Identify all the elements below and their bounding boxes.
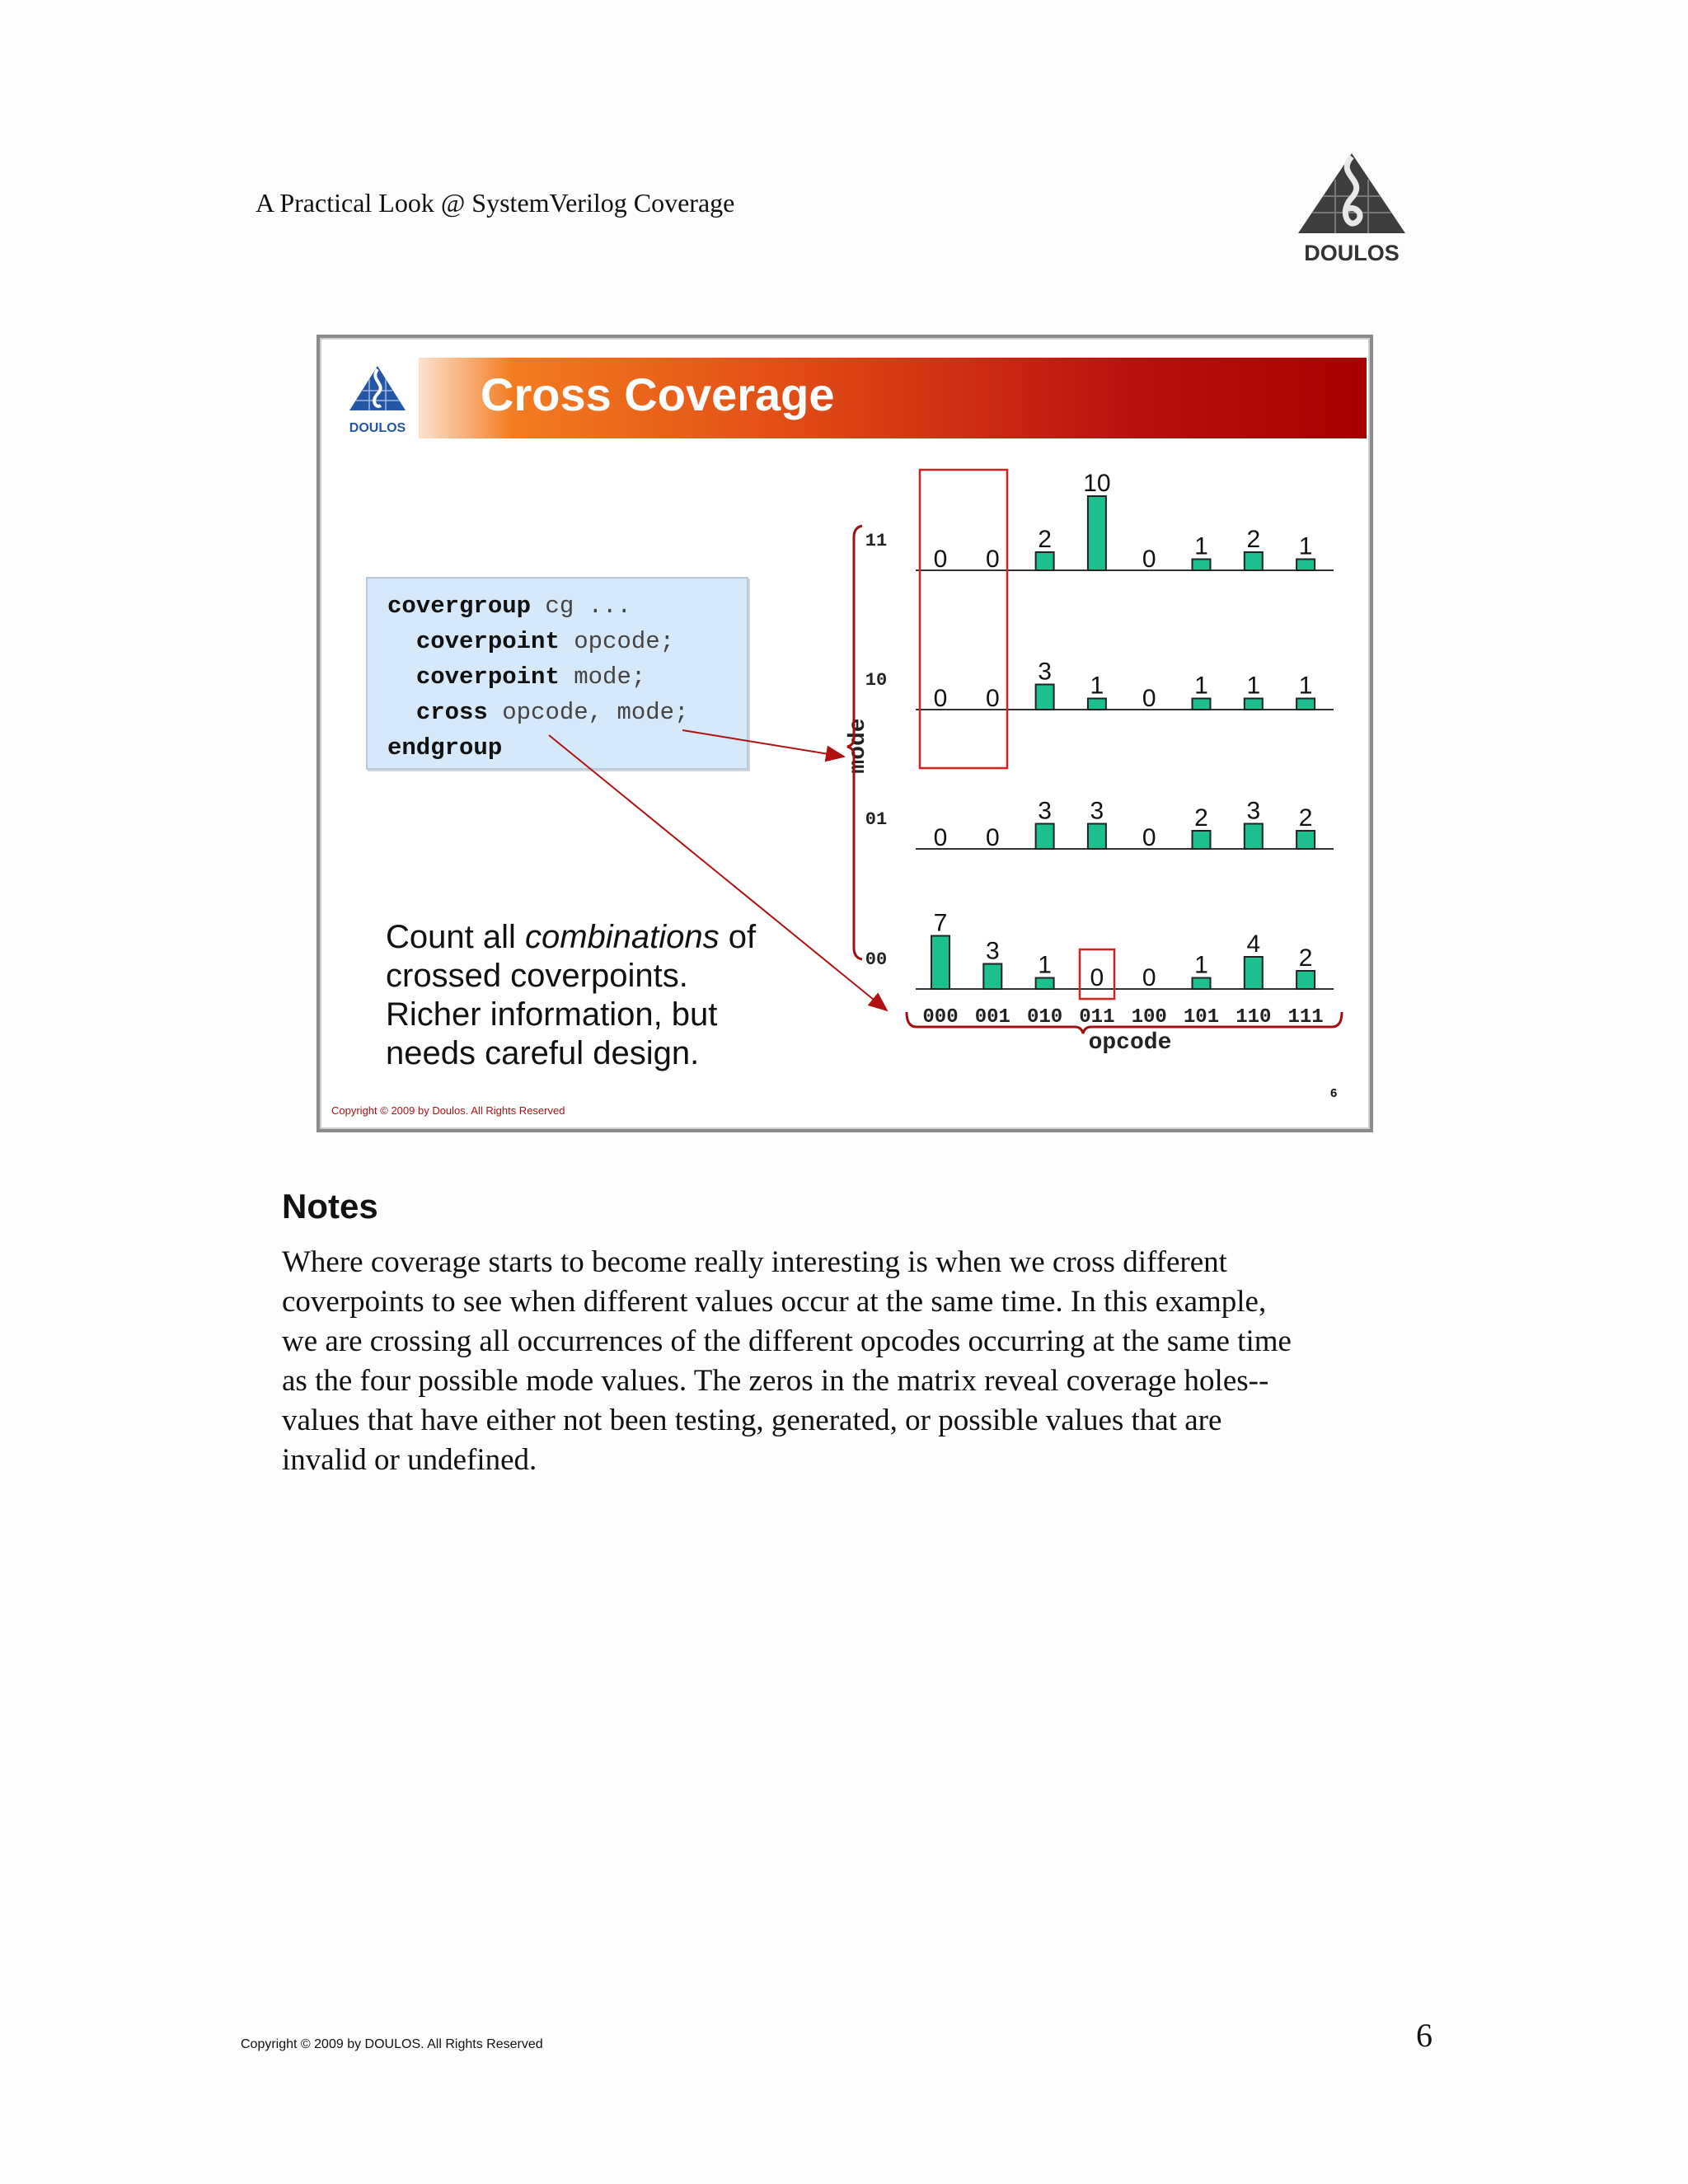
bar bbox=[1088, 496, 1106, 570]
bar bbox=[1245, 824, 1263, 850]
y-axis-title: mode bbox=[846, 718, 871, 774]
doulos-logo-text: DOULOS bbox=[1304, 241, 1400, 265]
code-text: cg ... bbox=[531, 593, 631, 620]
bar bbox=[1296, 560, 1315, 571]
data-label: 1 bbox=[1090, 672, 1104, 700]
x-axis-title: opcode bbox=[1088, 1030, 1172, 1056]
bar bbox=[1193, 699, 1211, 710]
data-label: 0 bbox=[933, 685, 948, 712]
mode-tick-label: 00 bbox=[865, 949, 888, 970]
slide-text-part3: of crossed coverpoints. Richer information, but needs careful design. bbox=[386, 919, 757, 1071]
mode-tick-label: 10 bbox=[865, 670, 888, 691]
hole-highlight-box bbox=[920, 470, 1007, 768]
data-label: 10 bbox=[1083, 470, 1111, 497]
notes-line: Where coverage starts to become really interesting is when we cross different bbox=[282, 1245, 1227, 1279]
opcode-tick-label: 001 bbox=[974, 1006, 1010, 1029]
bar bbox=[1088, 699, 1106, 710]
bar bbox=[1193, 560, 1211, 571]
opcode-tick-label: 101 bbox=[1183, 1006, 1220, 1029]
code-text: opcode; bbox=[559, 628, 675, 655]
data-label: 3 bbox=[1038, 797, 1052, 825]
mode-tick-label: 11 bbox=[865, 531, 888, 551]
data-label: 0 bbox=[1142, 824, 1156, 851]
bar bbox=[1036, 824, 1054, 850]
slide bbox=[316, 335, 1373, 1132]
notes-line: we are crossing all occurrences of the different opcodes occurring at the same time bbox=[282, 1324, 1292, 1358]
data-label: 3 bbox=[1246, 797, 1261, 825]
opcode-tick-label: 100 bbox=[1131, 1006, 1167, 1029]
opcode-tick-label: 111 bbox=[1287, 1006, 1324, 1029]
data-label: 2 bbox=[1298, 804, 1313, 832]
slide-text-part1: Count all bbox=[386, 919, 525, 955]
code-keyword: covergroup bbox=[387, 593, 532, 620]
code-keyword: coverpoint bbox=[415, 628, 560, 655]
cross-coverage-chart bbox=[320, 338, 1370, 1129]
code-keyword: cross bbox=[415, 699, 488, 726]
bar bbox=[931, 936, 950, 990]
data-label: 7 bbox=[933, 909, 948, 937]
bar bbox=[1245, 957, 1263, 989]
bar bbox=[1296, 971, 1315, 989]
data-label: 1 bbox=[1038, 951, 1052, 979]
data-label: 1 bbox=[1194, 532, 1208, 560]
arrow-to-opcode bbox=[549, 735, 887, 1010]
notes-body bbox=[282, 1243, 1403, 1480]
opcode-tick-label: 011 bbox=[1079, 1006, 1115, 1029]
data-label: 1 bbox=[1298, 532, 1313, 560]
arrow-to-mode bbox=[682, 730, 844, 757]
bar bbox=[1036, 552, 1054, 570]
code-text: opcode, mode; bbox=[487, 699, 689, 726]
slide-title: Cross Coverage bbox=[481, 368, 835, 420]
data-label: 2 bbox=[1246, 526, 1261, 553]
data-label: 0 bbox=[1090, 964, 1104, 991]
bar bbox=[983, 964, 1001, 990]
data-label: 0 bbox=[985, 685, 1000, 712]
data-label: 1 bbox=[1246, 672, 1261, 700]
bar bbox=[1245, 552, 1263, 570]
data-label: 0 bbox=[985, 824, 1000, 851]
notes-line: as the four possible mode values. The zeros in the matrix reveal coverage holes-- bbox=[282, 1364, 1269, 1398]
page-header-title: A Practical Look @ SystemVerilog Coverage bbox=[256, 188, 735, 218]
data-label: 0 bbox=[933, 824, 948, 851]
data-label: 3 bbox=[1038, 658, 1052, 686]
data-label: 2 bbox=[1194, 804, 1208, 832]
code-text: mode; bbox=[559, 663, 646, 691]
code-keyword: endgroup bbox=[387, 734, 503, 762]
bar bbox=[1036, 685, 1054, 710]
data-label: 4 bbox=[1246, 930, 1261, 958]
notes-line: invalid or undefined. bbox=[282, 1443, 537, 1477]
bar bbox=[1036, 978, 1054, 990]
bar bbox=[1193, 978, 1211, 990]
slide-copyright: Copyright © 2009 by Doulos. All Rights Reserved bbox=[331, 1104, 565, 1117]
bar bbox=[1296, 699, 1315, 710]
slide-logo-text: DOULOS bbox=[349, 421, 406, 435]
slide-number: 6 bbox=[1330, 1086, 1338, 1100]
mode-tick-label: 01 bbox=[865, 809, 888, 830]
opcode-tick-label: 000 bbox=[922, 1006, 959, 1029]
data-label: 0 bbox=[933, 546, 948, 573]
data-label: 0 bbox=[985, 546, 1000, 573]
data-label: 3 bbox=[985, 937, 1000, 965]
bar bbox=[1193, 831, 1211, 849]
data-label: 0 bbox=[1142, 964, 1156, 991]
slide-text-emphasis: combinations bbox=[524, 919, 720, 955]
footer-page-number: 6 bbox=[1416, 2017, 1432, 2054]
notes-line: coverpoints to see when different values occur at the same time. In this example, bbox=[282, 1285, 1267, 1319]
bar bbox=[1088, 824, 1106, 850]
data-label: 3 bbox=[1090, 797, 1104, 825]
footer-copyright: Copyright © 2009 by DOULOS. All Rights Reserved bbox=[241, 2037, 543, 2051]
bar bbox=[1245, 699, 1263, 710]
bar bbox=[1296, 831, 1315, 849]
code-keyword: coverpoint bbox=[415, 663, 560, 691]
data-label: 1 bbox=[1194, 672, 1208, 700]
data-label: 0 bbox=[1142, 546, 1156, 573]
doulos-logo bbox=[1290, 147, 1414, 270]
data-label: 2 bbox=[1298, 944, 1313, 972]
notes-line: values that have either not been testing, generated, or possible values that are bbox=[282, 1404, 1222, 1437]
opcode-tick-label: 110 bbox=[1236, 1006, 1272, 1029]
data-label: 1 bbox=[1298, 672, 1313, 700]
data-label: 0 bbox=[1142, 685, 1156, 712]
opcode-tick-label: 010 bbox=[1026, 1006, 1063, 1029]
notes-title: Notes bbox=[282, 1187, 378, 1226]
data-label: 1 bbox=[1194, 951, 1208, 979]
data-label: 2 bbox=[1038, 526, 1052, 553]
